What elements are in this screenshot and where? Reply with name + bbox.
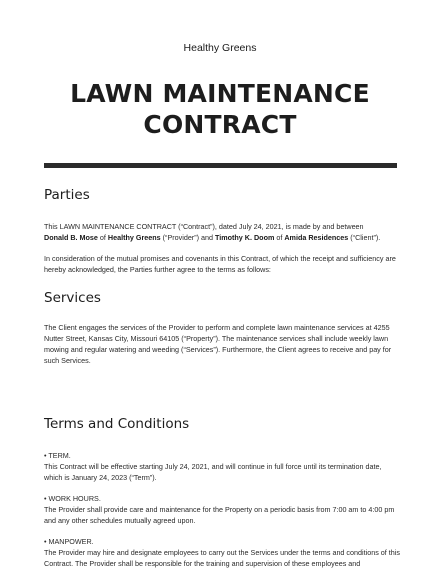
parties-paragraph-1 <box>44 221 400 243</box>
of-text-1: of <box>97 233 108 242</box>
term-item-body: This Contract will be effective starting July 24, 2021, and will continue in full force until its termination date, which is January 24, 2023 (“Term”). <box>44 462 382 482</box>
term-item <box>44 450 400 483</box>
provider-company: Healthy Greens <box>107 233 161 242</box>
terms-heading: Terms and Conditions <box>44 416 190 432</box>
work-hours-item <box>44 493 400 526</box>
client-name: Timothy K. Doom <box>214 233 275 242</box>
work-hours-item-body: The Provider shall provide care and maintenance for the Property on a periodic basis from 7:00 am to 4:00 pm and any other schedules mutually agreed upon. <box>44 505 395 525</box>
provider-role-text: (“Provider”) and <box>160 233 215 242</box>
manpower-item-title: • MANPOWER. <box>44 537 94 546</box>
services-paragraph: The Client engages the services of the Provider to perform and complete lawn maintenance services at 4255 Nutter Street, Kansas City, Missouri 64105 (“Property”). The maintenance services shall include weekly lawn mowing and regular watering and weeding (“Services”). Furthermore, the Client agrees to receive and pay for such Services. <box>44 323 392 365</box>
work-hours-item-title: • WORK HOURS. <box>44 494 101 503</box>
document-title <box>40 78 400 140</box>
manpower-item-body: The Provider may hire and designate employees to carry out the Services under the terms and conditions of this Contract. The Provider shall be responsible for the training and supervision of these employees and <box>44 548 400 568</box>
term-item-title: • TERM. <box>44 451 71 460</box>
provider-name: Donald B. Mose <box>44 233 98 242</box>
parties-paragraph-2: In consideration of the mutual promises and covenants in this Contract, of which the receipt and sufficiency are hereby acknowledged, the Parties further agree to the terms as follows: <box>44 254 396 274</box>
company-name: Healthy Greens <box>183 42 257 54</box>
client-company: Amida Residences <box>284 233 349 242</box>
parties-heading: Parties <box>44 187 90 203</box>
title-line-2: CONTRACT <box>143 110 297 139</box>
title-line-1: LAWN MAINTENANCE <box>70 79 370 108</box>
manpower-item <box>44 536 400 569</box>
services-heading: Services <box>44 290 101 306</box>
parties-intro-text: This LAWN MAINTENANCE CONTRACT (“Contract”), dated July 24, 2021, is made by and between <box>44 222 364 231</box>
of-text-2: of <box>274 233 285 242</box>
client-role-text: (“Client”). <box>348 233 381 242</box>
title-divider <box>44 163 397 168</box>
